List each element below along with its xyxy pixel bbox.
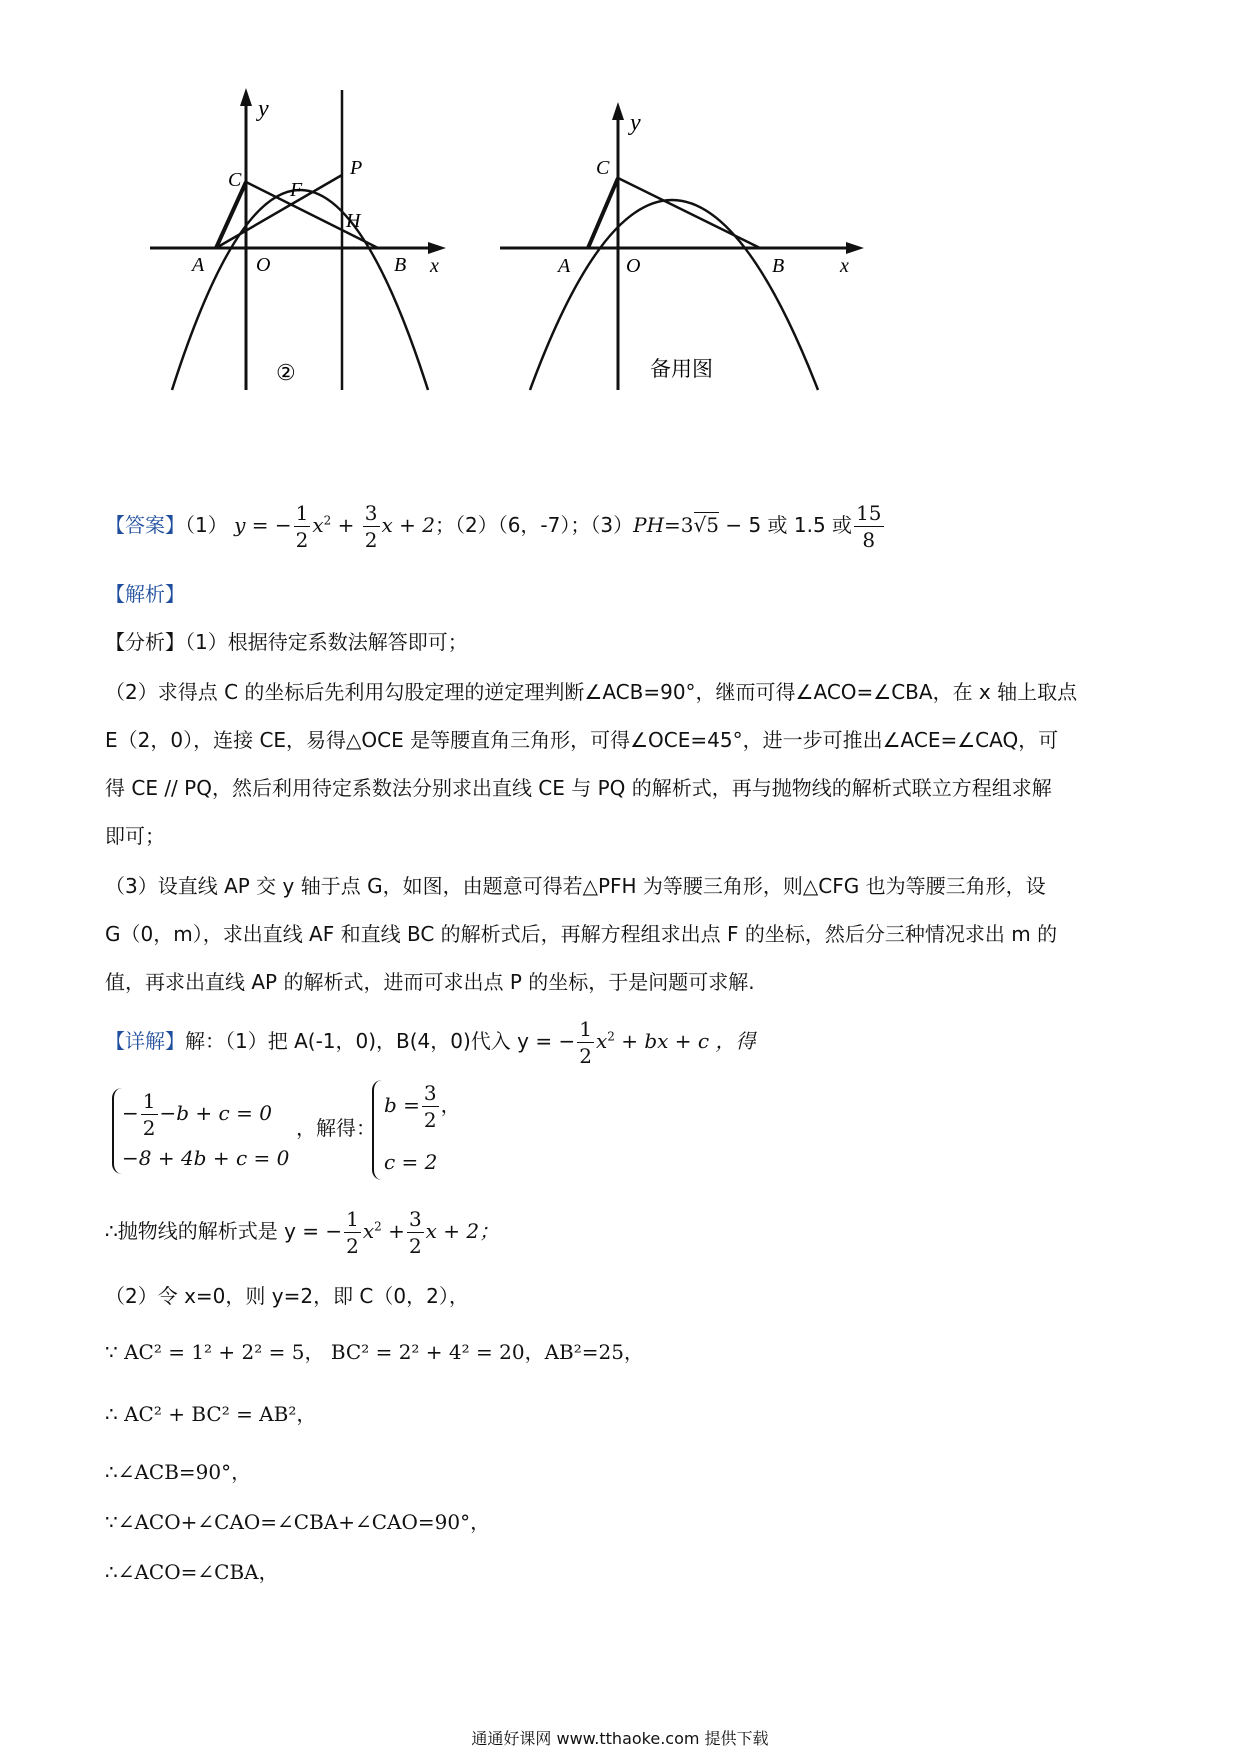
detail-line-1: 【详解】解：（1）把 A(-1，0)，B(4，0)代入 y = − $\frac{1}{2}$ $x^2$ + bx + c ，得 bbox=[105, 1017, 756, 1068]
analysis-p2-l1: （2）求得点 C 的坐标后先利用勾股定理的逆定理判断∠ACB=90°，继而可得∠ACO=∠CBA，在 x 轴上取点 bbox=[105, 680, 1078, 704]
fraction: $\frac{1}{2}$ bbox=[346, 1207, 359, 1258]
fraction: $\frac{3}{2}$ bbox=[423, 1081, 437, 1132]
figure-1 bbox=[150, 80, 510, 400]
detail-line-4: （2）令 x=0，则 y=2，即 C（0，2）， bbox=[105, 1284, 469, 1308]
detail-line-8: ∵∠ACO+∠CAO=∠CBA+∠CAO=90°， bbox=[105, 1510, 491, 1534]
fig2-label-x: x bbox=[840, 255, 849, 277]
fig1-caption: ② bbox=[276, 360, 296, 385]
fraction: $\frac{1}{2}$ bbox=[142, 1089, 156, 1140]
jiede-label: ，解得： bbox=[296, 1116, 376, 1140]
fenxi-tag: 【分析】 bbox=[105, 630, 185, 654]
analysis-p3-l1: （3）设直线 AP 交 y 轴于点 G，如图，由题意可得若△PFH 为等腰三角形，则△CFG 也为等腰三角形，设 bbox=[105, 874, 1046, 898]
fig2-label-a: A bbox=[558, 255, 571, 277]
figure-2 bbox=[500, 90, 880, 400]
fig1-label-h: H bbox=[346, 210, 361, 232]
detail-line-7: ∴∠ACB=90°， bbox=[105, 1460, 252, 1484]
fenxi-line: 【分析】（1）根据待定系数法解答即可； bbox=[105, 630, 468, 654]
fig2-label-o: O bbox=[626, 255, 641, 277]
equation-system: − $\frac{1}{2}$ −b + c = 0 −8 + 4b + c = 0 bbox=[112, 1088, 292, 1174]
analysis-p2-l3: 得 CE // PQ，然后利用待定系数法分别求出直线 CE 与 PQ 的解析式，再与抛物线的解析式联立方程组求解 bbox=[105, 776, 1052, 800]
answer-tag: 【答案】 bbox=[105, 513, 185, 537]
fraction: $\frac{15}{8}$ bbox=[856, 501, 882, 552]
fig1-label-p: P bbox=[350, 157, 363, 179]
analysis-p2-l4: 即可； bbox=[105, 824, 165, 848]
detail-tag: 【详解】 bbox=[105, 1029, 185, 1053]
answer-line: 【答案】（1） y = − $\frac{1}{2}$ $x^2$ + $\frac{3}{2}$ x + 2；（2）（6，-7）；（3）PH=3√5 − 5 或 1.5 或 $\frac{15}{8}$ bbox=[105, 501, 882, 552]
fraction: $\frac{1}{2}$ bbox=[295, 501, 309, 552]
fraction: $\frac{3}{2}$ bbox=[364, 501, 378, 552]
analysis-p3-l2: G（0，m），求出直线 AF 和直线 BC 的解析式后，再解方程组求出点 F 的坐标，然后分三种情况求出 m 的 bbox=[105, 922, 1058, 946]
analysis-p2-l2: E（2，0），连接 CE，易得△OCE 是等腰直角三角形，可得∠OCE=45°，进一步可推出∠ACE=∠CAQ，可 bbox=[105, 728, 1059, 752]
detail-line-5: ∵ AC² = 1² + 2² = 5， BC² = 2² + 4² = 20，AB²=25， bbox=[105, 1340, 644, 1364]
fig2-caption: 备用图 bbox=[650, 357, 713, 381]
detail-line-3: ∴抛物线的解析式是 y = − $\frac{1}{2}$ $x^2$ + $\frac{3}{2}$ x + 2； bbox=[105, 1207, 500, 1258]
fig1-label-x: x bbox=[430, 255, 439, 277]
fig1-label-a: A bbox=[192, 254, 205, 276]
fraction: $\frac{3}{2}$ bbox=[408, 1207, 422, 1258]
fig1-label-y: y bbox=[258, 96, 269, 122]
analysis-tag: 【解析】 bbox=[105, 582, 185, 606]
fraction: $\frac{1}{2}$ bbox=[579, 1017, 592, 1068]
fig1-label-b: B bbox=[394, 254, 407, 276]
left-brace bbox=[372, 1080, 384, 1180]
fig2-label-y: y bbox=[630, 110, 641, 136]
analysis-p3-l3: 值，再求出直线 AP 的解析式，进而可求出点 P 的坐标，于是问题可求解. bbox=[105, 970, 755, 994]
fig2-label-c: C bbox=[596, 157, 610, 179]
fig1-label-o: O bbox=[256, 254, 271, 276]
fig1-label-c: C bbox=[228, 169, 242, 191]
fig1-label-f: F bbox=[290, 179, 303, 201]
solution-system: b = $\frac{3}{2}$ ， c = 2 bbox=[372, 1080, 482, 1180]
page-footer: 通通好课网 www.tthaoke.com 提供下载 bbox=[471, 1729, 769, 1748]
fig2-label-b: B bbox=[772, 255, 785, 277]
detail-line-6: ∴ AC² + BC² = AB²， bbox=[105, 1402, 317, 1426]
detail-line-9: ∴∠ACO=∠CBA， bbox=[105, 1560, 279, 1584]
